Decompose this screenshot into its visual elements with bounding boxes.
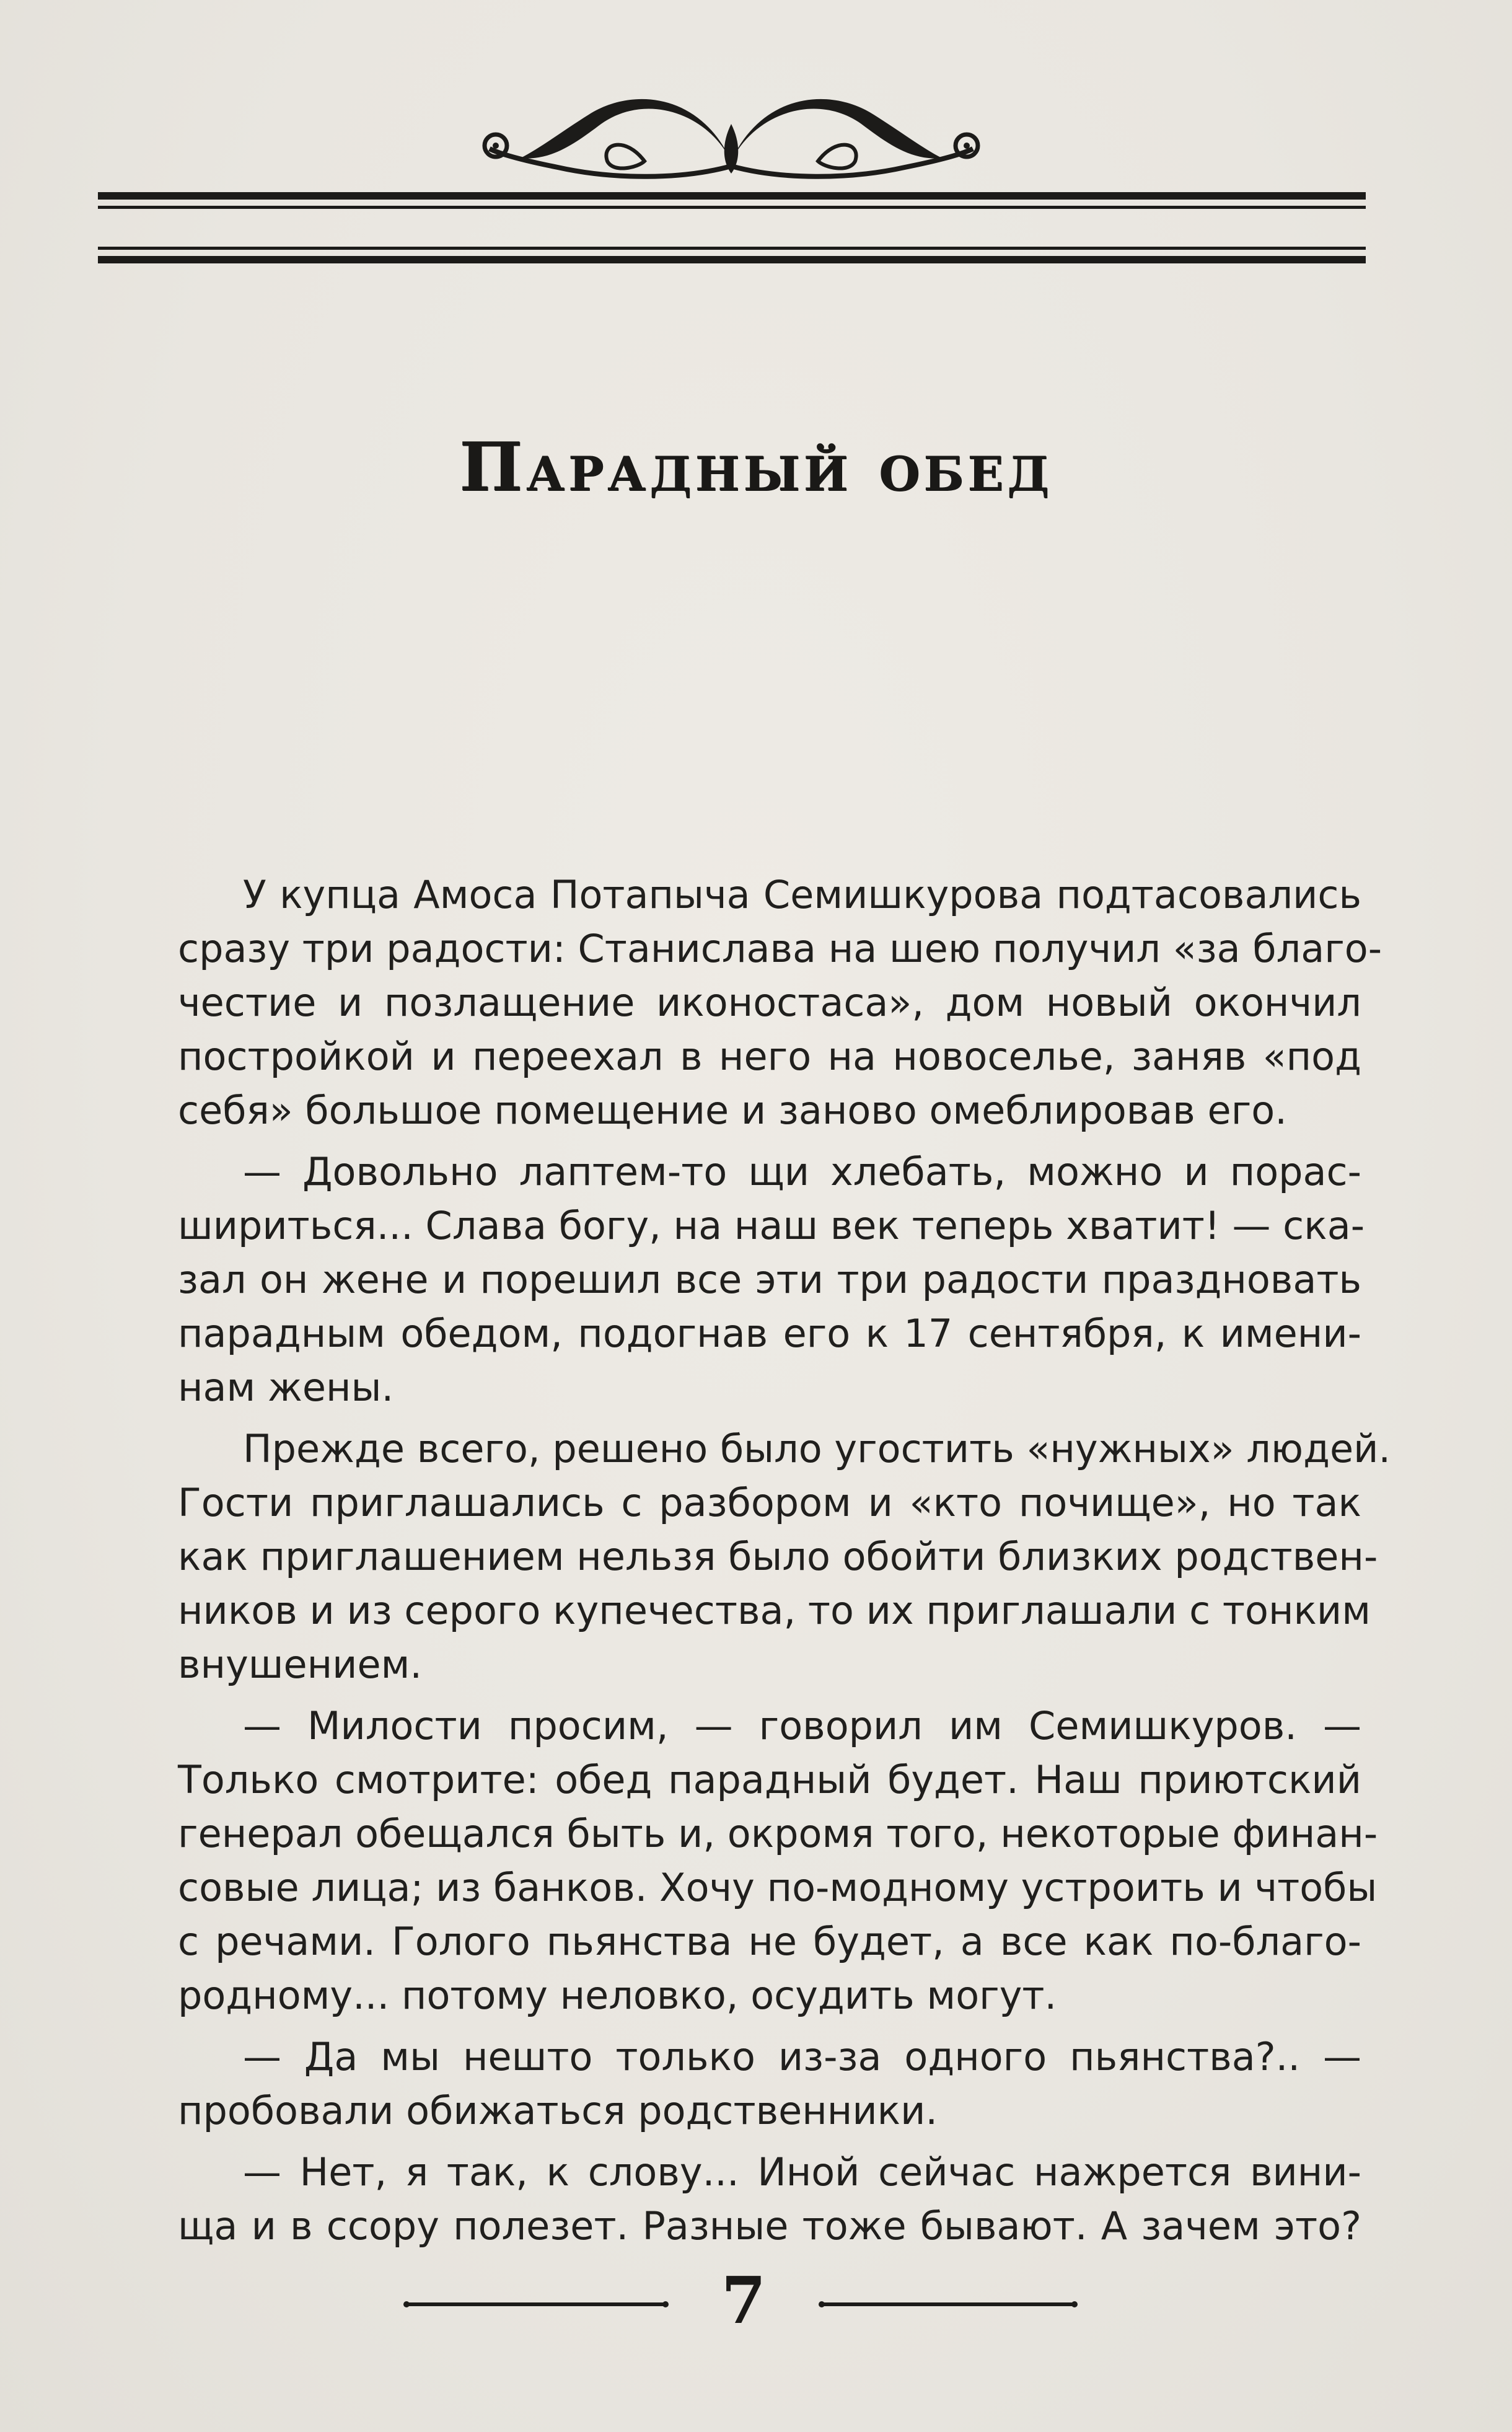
footer-rule-left [406,2302,666,2306]
text-line: генерал обещался быть и, окромя того, некоторые финан- [178,1811,1378,1856]
text-line: — Нет, я так, к слову... Иной сейчас нажрется вини- [243,2149,1361,2195]
text-line: сразу три радости: Станислава на шею получил «за благо- [178,926,1382,971]
text-line: ников и из серого купечества, то их приглашали с тонким [178,1588,1371,1633]
paragraph [113,1699,1378,2022]
text-line: парадным обедом, подогнав его к 17 сентября, к имени- [178,1311,1361,1356]
footer-rule-right [821,2302,1075,2306]
text-line: У купца Амоса Потапыча Семишкурова подтасовались [243,872,1361,917]
text-line: Прежде всего, решено было угостить «нужных» людей. [243,1426,1391,1471]
text-line: родному... потому неловко, осудить могут. [178,1973,1057,2018]
paragraph [113,1422,1391,1691]
text-line: с речами. Голого пьянства не будет, а все как по-благо- [178,1919,1361,1964]
header-rule-thick-top [98,192,1366,200]
text-line: — Да мы нешто только из-за одного пьянства?.. — [243,2034,1361,2079]
paragraph [113,2030,1361,2138]
text-line: Только смотрите: обед парадный будет. Наш приютский [178,1757,1361,1802]
page-number: 7 [721,2262,767,2338]
chapter-title: Парадный обед [459,428,1053,506]
text-line: как приглашением нельзя было обойти близких родствен- [178,1534,1378,1579]
header-rule-thin-bottom [98,247,1366,250]
body-text [113,868,1391,2260]
text-line: — Милости просим, — говорил им Семишкуров. — [243,1703,1361,1748]
text-line: — Довольно лаптем-то щи хлебать, можно и порас- [243,1149,1361,1194]
text-line: нам жены. [178,1365,394,1410]
text-line: зал он жене и порешил все эти три радости праздновать [178,1257,1361,1302]
header-rule-thick-bottom [98,256,1366,263]
paragraph [113,1145,1365,1414]
text-line: ща и в ссору полезет. Разные тоже бывают. А зачем это? [178,2203,1361,2249]
text-line: шириться... Слава богу, на наш век теперь хватит! — ска- [178,1203,1365,1248]
text-line: себя» большое помещение и заново омеблировав его. [178,1088,1287,1133]
text-line: внушением. [178,1642,423,1687]
text-line: постройкой и переехал в него на новоселье, заняв «под [178,1034,1361,1079]
paragraph [113,868,1382,1137]
scroll-flourish-icon [459,87,1004,192]
text-line: Гости приглашались с разбором и «кто почище», но так [178,1480,1361,1525]
text-line: совые лица; из банков. Хочу по-модному устроить и чтобы [178,1865,1378,1910]
text-line: честие и позлащение иконостаса», дом новый окончил [178,980,1361,1025]
header-rule-thin-top [98,206,1366,209]
text-line: пробовали обижаться родственники. [178,2088,938,2133]
paragraph [113,2145,1361,2253]
